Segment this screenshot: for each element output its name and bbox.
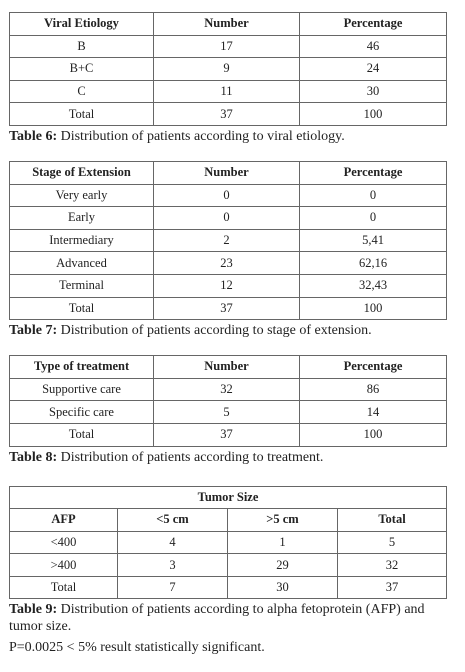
table-cell: Specific care bbox=[10, 401, 154, 424]
table-row bbox=[10, 207, 447, 230]
table-header-row bbox=[10, 356, 447, 379]
column-header: Number bbox=[154, 161, 300, 184]
table-cell: 100 bbox=[300, 297, 447, 320]
table-cell: Advanced bbox=[10, 252, 154, 275]
column-header: Percentage bbox=[300, 161, 447, 184]
table-cell: 7 bbox=[118, 576, 228, 599]
table-cell: Total bbox=[10, 423, 154, 446]
table-cell: 37 bbox=[154, 297, 300, 320]
table-8 bbox=[9, 355, 447, 446]
caption-text: Distribution of patients according to viral etiology. bbox=[57, 128, 345, 144]
table-cell: 1 bbox=[228, 531, 338, 554]
caption-label: Table 8: bbox=[9, 449, 58, 465]
table-cell: Total bbox=[10, 297, 154, 320]
table-9 bbox=[9, 486, 447, 600]
table-row bbox=[10, 401, 447, 424]
table-cell: 24 bbox=[300, 58, 447, 81]
table-row bbox=[10, 184, 447, 207]
table-cell: Early bbox=[10, 207, 154, 230]
table-row bbox=[10, 378, 447, 401]
table-cell: 23 bbox=[154, 252, 300, 275]
table-row bbox=[10, 80, 447, 103]
table-row bbox=[10, 58, 447, 81]
column-header: Total bbox=[338, 509, 447, 532]
table-cell: 17 bbox=[154, 35, 300, 58]
column-header: <5 cm bbox=[118, 509, 228, 532]
table-cell: 100 bbox=[300, 103, 447, 126]
table-row bbox=[10, 274, 447, 297]
table-cell: B+C bbox=[10, 58, 154, 81]
caption-text: Distribution of patients according to stage of extension. bbox=[57, 323, 372, 339]
table-cell: 86 bbox=[300, 378, 447, 401]
table-cell: >400 bbox=[10, 554, 118, 577]
table-cell: 0 bbox=[300, 207, 447, 230]
table-row bbox=[10, 531, 447, 554]
table-caption bbox=[9, 128, 456, 145]
table-cell: 2 bbox=[154, 229, 300, 252]
table-row bbox=[10, 297, 447, 320]
table-cell: 32,43 bbox=[300, 274, 447, 297]
column-header: Percentage bbox=[300, 356, 447, 379]
caption-label: Table 6: bbox=[9, 128, 58, 144]
table-cell: 0 bbox=[154, 207, 300, 230]
caption-text: Distribution of patients according to treatment. bbox=[57, 449, 324, 465]
table-cell: <400 bbox=[10, 531, 118, 554]
table-row bbox=[10, 576, 447, 599]
table-cell: 37 bbox=[154, 423, 300, 446]
table-caption bbox=[9, 322, 456, 339]
table-cell: 37 bbox=[338, 576, 447, 599]
column-header: >5 cm bbox=[228, 509, 338, 532]
table-cell: Supportive care bbox=[10, 378, 154, 401]
caption-label: Table 9: bbox=[9, 602, 58, 618]
column-header: AFP bbox=[10, 509, 118, 532]
table-cell: 12 bbox=[154, 274, 300, 297]
table-caption bbox=[9, 449, 456, 466]
table-cell: Total bbox=[10, 103, 154, 126]
table-header-row bbox=[10, 509, 447, 532]
table-cell: Terminal bbox=[10, 274, 154, 297]
table-cell: 3 bbox=[118, 554, 228, 577]
table-cell: 30 bbox=[300, 80, 447, 103]
table-cell: 32 bbox=[154, 378, 300, 401]
table-group-header-row bbox=[10, 486, 447, 509]
table-cell: Intermediary bbox=[10, 229, 154, 252]
significance-note: P=0.0025 < 5% result statistically significant. bbox=[9, 640, 265, 656]
table-cell: 100 bbox=[300, 423, 447, 446]
table-row bbox=[10, 103, 447, 126]
table-cell: 4 bbox=[118, 531, 228, 554]
page bbox=[9, 12, 456, 670]
table-cell: B bbox=[10, 35, 154, 58]
table-row bbox=[10, 252, 447, 275]
group-header: Tumor Size bbox=[10, 486, 447, 509]
table-6 bbox=[9, 12, 447, 126]
table-row bbox=[10, 554, 447, 577]
table-row bbox=[10, 229, 447, 252]
table-cell: 0 bbox=[300, 184, 447, 207]
table-7 bbox=[9, 161, 447, 320]
table-cell: 0 bbox=[154, 184, 300, 207]
table-cell: Total bbox=[10, 576, 118, 599]
table-row bbox=[10, 423, 447, 446]
table-cell: 62,16 bbox=[300, 252, 447, 275]
table-header-row bbox=[10, 161, 447, 184]
table-cell: 37 bbox=[154, 103, 300, 126]
column-header: Viral Etiology bbox=[10, 13, 154, 36]
table-cell: 30 bbox=[228, 576, 338, 599]
table-cell: 46 bbox=[300, 35, 447, 58]
table-cell: 14 bbox=[300, 401, 447, 424]
table-cell: 32 bbox=[338, 554, 447, 577]
column-header: Type of treatment bbox=[10, 356, 154, 379]
table-caption bbox=[9, 601, 456, 635]
table-header-row bbox=[10, 13, 447, 36]
column-header: Number bbox=[154, 13, 300, 36]
caption-text: Distribution of patients according to alpha fetoprotein (AFP) and tumor size. bbox=[9, 602, 425, 635]
column-header: Number bbox=[154, 356, 300, 379]
table-cell: 5 bbox=[154, 401, 300, 424]
table-row bbox=[10, 35, 447, 58]
table-cell: 29 bbox=[228, 554, 338, 577]
table-cell: C bbox=[10, 80, 154, 103]
caption-label: Table 7: bbox=[9, 323, 58, 339]
column-header: Percentage bbox=[300, 13, 447, 36]
table-cell: 5 bbox=[338, 531, 447, 554]
table-cell: 5,41 bbox=[300, 229, 447, 252]
table-cell: Very early bbox=[10, 184, 154, 207]
table-cell: 11 bbox=[154, 80, 300, 103]
column-header: Stage of Extension bbox=[10, 161, 154, 184]
table-cell: 9 bbox=[154, 58, 300, 81]
